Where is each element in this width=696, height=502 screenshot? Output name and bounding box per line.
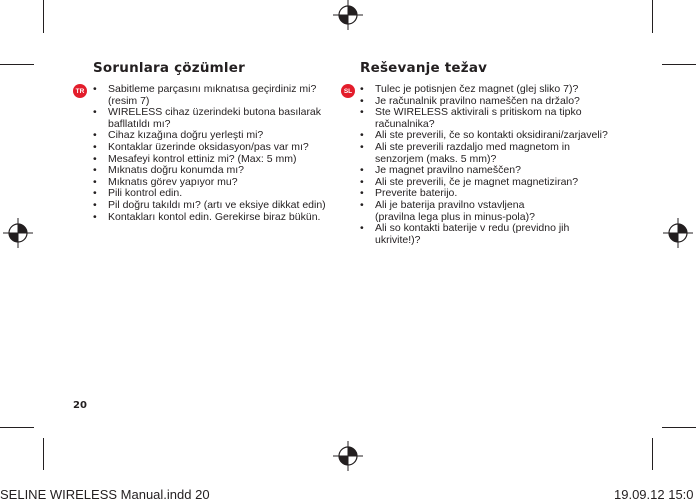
bullet-icon: • [93,83,97,95]
list-item [360,165,610,177]
list-item-line: Mesafeyi kontrol ettiniz mi? (Max: 5 mm) [108,152,297,165]
list-item [93,165,333,177]
list-item-line: Preverite baterijo. [375,187,458,200]
bullet-icon: • [360,106,364,119]
list-item-line: Kontakları kontol edin. Gerekirse biraz bükün. [108,210,321,223]
list-item [93,84,333,107]
list-item-line: ukrivite!)? [375,233,421,246]
list-item-line: (resim 7) [108,94,150,107]
list-item-line: Je računalnik pravilno nameščen na držalo? [375,94,580,107]
section-title-sl: Reševanje težav [360,60,488,76]
list-item [93,142,333,154]
crop-mark [0,64,34,65]
bullet-icon: • [360,140,364,153]
crop-mark [662,64,696,65]
bullet-icon: • [360,164,364,177]
registration-mark-icon [333,0,363,30]
bullet-icon: • [93,106,97,119]
list-item [93,107,333,130]
troubleshooting-list-tr [93,84,333,223]
list-item [93,212,333,224]
list-item-line: Mıknatıs görev yapıyor mu? [108,175,238,188]
bullet-icon: • [360,94,364,107]
slug-date: 19.09.12 15:0 [614,487,694,502]
list-item-line: Mıknatıs doğru konumda mı? [108,164,244,177]
crop-mark [652,438,653,470]
list-item [360,223,610,246]
list-item [360,142,610,165]
list-item-line: Ali ste preverili razdaljo med magnetom in [375,140,570,153]
list-item-line: računalnika? [375,117,435,130]
list-item-line: Ali ste preverili, če je magnet magnetiziran? [375,175,579,188]
list-item-line: senzorjem (maks. 5 mm)? [375,152,497,165]
bullet-icon: • [360,129,364,142]
bullet-icon: • [360,175,364,188]
bullet-icon: • [93,187,97,200]
bullet-icon: • [93,198,97,211]
bullet-icon: • [93,152,97,165]
list-item-line: Tulec je potisnjen čez magnet (glej sliko 7)? [375,83,579,95]
language-badge-sl: SL [341,84,355,98]
list-item-line: Kontaklar üzerinde oksidasyon/pas var mı? [108,140,309,153]
list-item-line: Pili kontrol edin. [108,187,183,200]
registration-mark-icon [333,441,363,471]
bullet-icon: • [93,140,97,153]
crop-mark [43,0,44,33]
list-item [360,84,610,96]
page-number: 20 [73,400,87,411]
list-item [93,200,333,212]
bullet-icon: • [93,175,97,188]
list-item-line: Ste WIRELESS aktivirali s pritiskom na tipko [375,106,582,119]
bullet-icon: • [93,129,97,142]
registration-mark-icon [663,218,693,248]
bullet-icon: • [360,198,364,211]
list-item-line: (pravilna lega plus in minus-pola)? [375,210,535,223]
crop-mark [662,427,696,428]
crop-mark [43,438,44,470]
list-item-line: Pil doğru takıldı mı? (artı ve eksiye dikkat edin) [108,198,326,211]
list-item-line: bafllatıldı mı? [108,117,171,130]
troubleshooting-list-sl [360,84,610,246]
bullet-icon: • [93,164,97,177]
bullet-icon: • [360,187,364,200]
crop-mark [652,0,653,33]
list-item-line: Ali so kontakti baterije v redu (previdno jih [375,222,570,235]
bullet-icon: • [360,222,364,235]
slug-filename: SELINE WIRELESS Manual.indd 20 [0,487,210,502]
section-title-tr: Sorunlara çözümler [93,60,245,76]
list-item [360,200,610,223]
list-item [360,107,610,130]
bullet-icon: • [93,210,97,223]
list-item-line: Je magnet pravilno nameščen? [375,164,521,177]
registration-mark-icon [3,218,33,248]
list-item-line: Ali ste preverili, če so kontakti oksidirani/zarjaveli? [375,129,608,142]
list-item-line: Ali je baterija pravilno vstavljena [375,198,525,211]
crop-mark [0,427,34,428]
list-item-line: Cihaz kızağına doğru yerleşti mi? [108,129,264,142]
bullet-icon: • [360,83,364,95]
language-badge-tr: TR [73,84,87,98]
list-item-line: Sabitleme parçasını mıknatısa geçirdiniz mi? [108,83,317,95]
list-item-line: WIRELESS cihaz üzerindeki butona basılarak [108,106,322,119]
